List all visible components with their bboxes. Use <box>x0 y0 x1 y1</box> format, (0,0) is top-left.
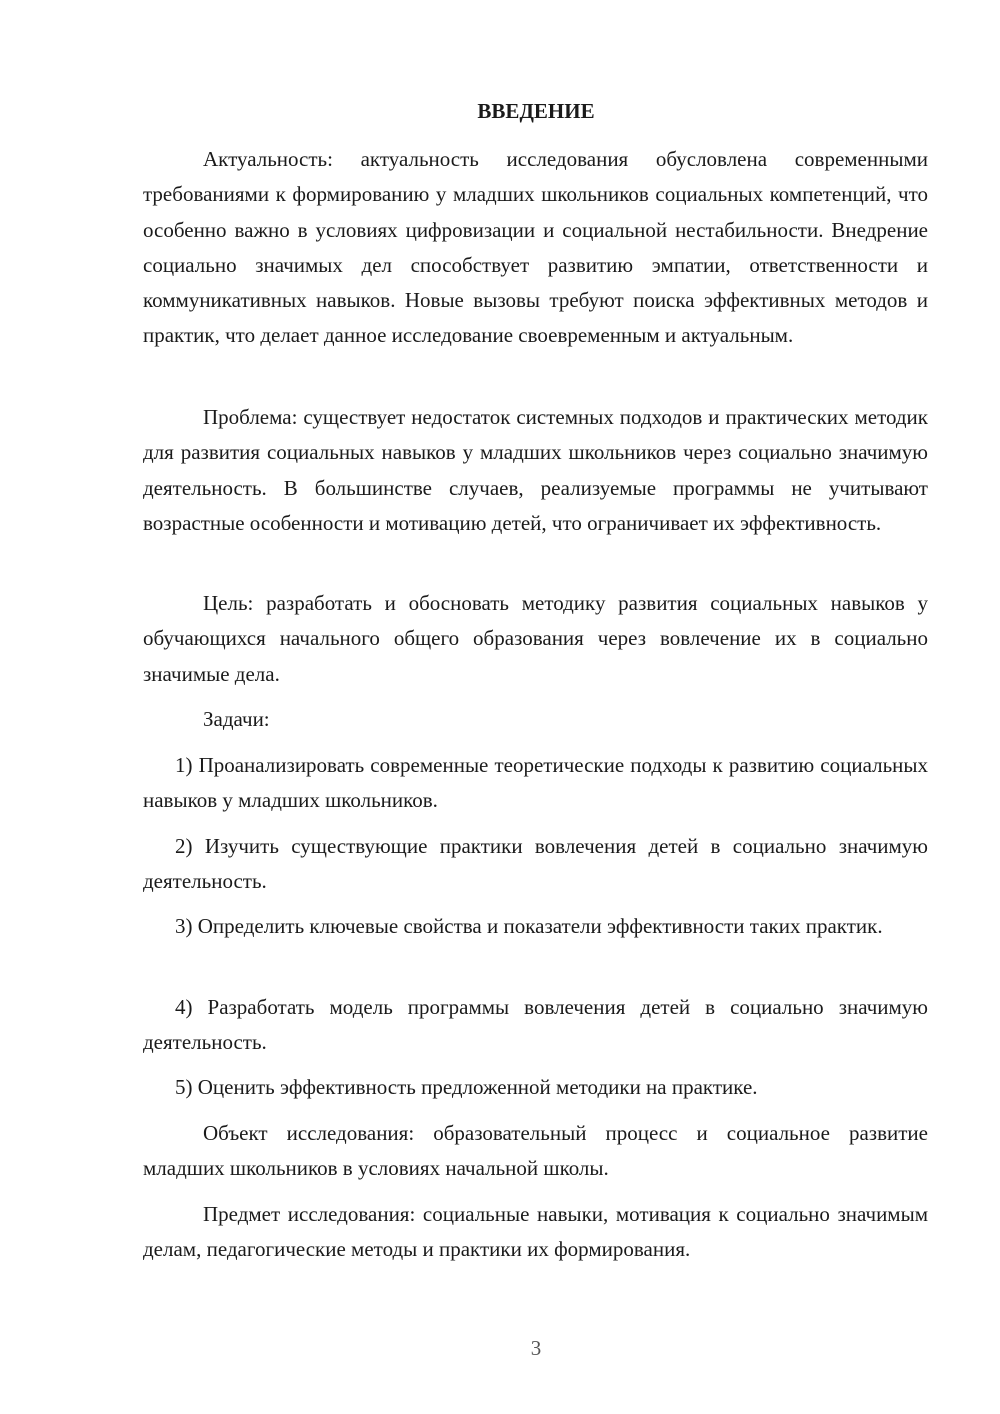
task-item-5: 5) Оценить эффективность предложенной методики на практике. <box>175 1075 758 1099</box>
paragraph-relevance: Актуальность: актуальность исследования обусловлена современными требованиями к формированию у младших школьников социальных компетенций, что особенно важно в условиях цифровизации и социальной нестабильности. Внедрение социально значимых дел способствует развитию эмпатии, ответственности и коммуникативных навыков. Новые вызовы требуют поиска эффективных методов и практик, что делает данное исследование своевременным и актуальным. <box>143 147 928 348</box>
task-item-2: 2) Изучить существующие практики вовлечения детей в социально значимую деятельность. <box>143 834 928 894</box>
paragraph-tasks-label: Задачи: <box>203 707 270 731</box>
section-heading: ВВЕДЕНИЕ <box>477 99 595 123</box>
page-number: 3 <box>530 1336 542 1360</box>
paragraph-goal: Цель: разработать и обосновать методику развития социальных навыков у обучающихся начального общего образования через вовлечение их в социально значимые дела. <box>143 591 928 686</box>
task-item-3: 3) Определить ключевые свойства и показатели эффективности таких практик. <box>175 914 883 938</box>
paragraph-subject: Предмет исследования: социальные навыки, мотивация к социально значимым делам, педагогические методы и практики их формирования. <box>143 1202 928 1262</box>
task-item-4: 4) Разработать модель программы вовлечения детей в социально значимую деятельность. <box>143 995 928 1055</box>
paragraph-problem: Проблема: существует недостаток системных подходов и практических методик для развития социальных навыков у младших школьников через социально значимую деятельность. В большинстве случаев, реализуемые программы не учитывают возрастные особенности и мотивацию детей, что ограничивает их эффективность. <box>143 405 928 535</box>
paragraph-object: Объект исследования: образовательный процесс и социальное развитие младших школьников в условиях начальной школы. <box>143 1121 928 1181</box>
task-item-1: 1) Проанализировать современные теоретические подходы к развитию социальных навыков у младших школьников. <box>143 753 928 813</box>
